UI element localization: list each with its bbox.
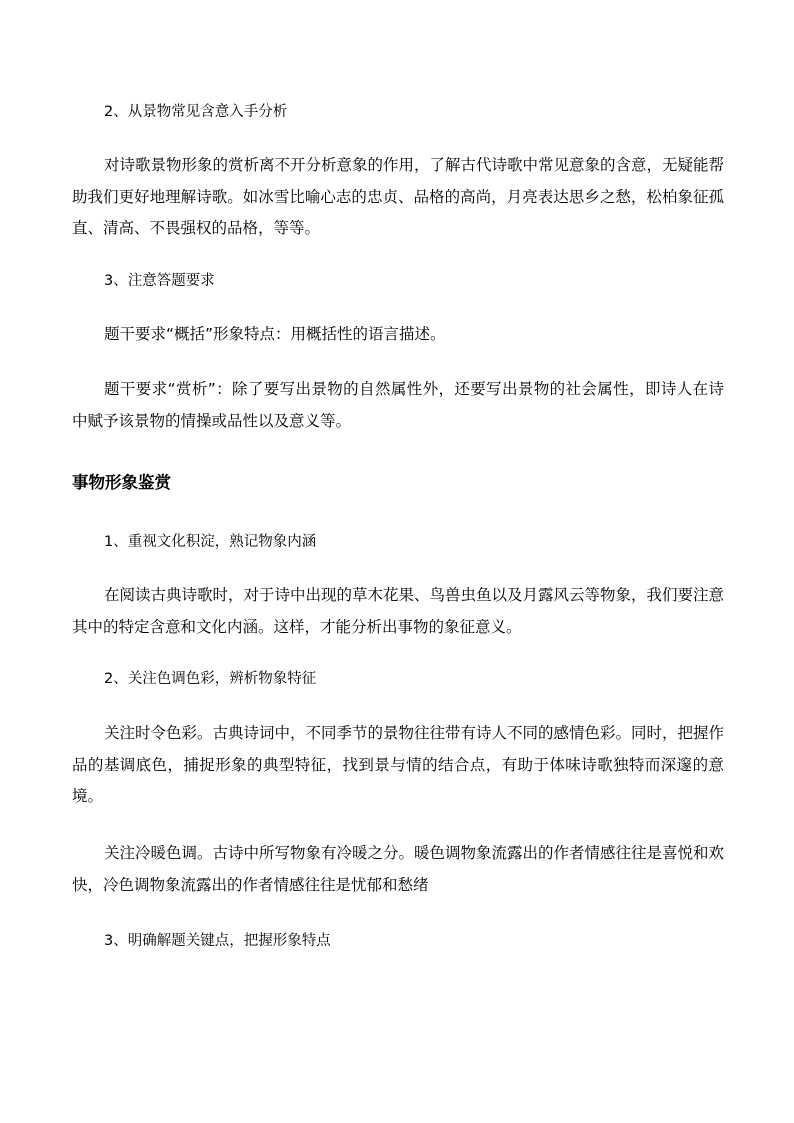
subheading-item3-answer-requirements: 3、注意答题要求: [104, 273, 215, 289]
subheading-item2-scenery: 2、从景物常见含意入手分析: [104, 104, 288, 120]
paragraph-summarize-requirement: 题干要求“概括”形象特点：用概括性的语言描述。: [104, 325, 446, 343]
section-heading-object-image: 事物形象鉴赏: [72, 473, 171, 492]
subheading-item3-key-points: 3、明确解题关键点，把握形象特点: [104, 933, 331, 949]
paragraph-scenery-imagery: 对诗歌景物形象的赏析离不开分析意象的作用，了解古代诗歌中常见意象的含意，无疑能帮助我们更好地理解诗歌。如冰雪比喻心志的忠贞、品格的高尚，月亮表达思乡之愁，松柏象征孤直、清高、不畏强权的品格，等等。: [72, 156, 725, 237]
subheading-item2-color-tone: 2、关注色调色彩，辨析物象特征: [104, 671, 317, 687]
paragraph-warm-cool-tones: 关注冷暖色调。古诗中所写物象有冷暖之分。暖色调物象流露出的作者情感往往是喜悦和欢快，冷色调物象流露出的作者情感往往是忧郁和愁绪: [72, 844, 725, 894]
subheading-item1-cultural-accumulation: 1、重视文化积淀，熟记物象内涵: [104, 534, 317, 550]
paragraph-appreciate-requirement: 题干要求“赏析”：除了要写出景物的自然属性外，还要写出景物的社会属性，即诗人在诗中赋予该景物的情操或品性以及意义等。: [72, 380, 724, 430]
paragraph-cultural-connotation: 在阅读古典诗歌时，对于诗中出现的草木花果、鸟兽虫鱼以及月露风云等物象，我们要注意其中的特定含意和文化内涵。这样，才能分析出事物的象征意义。: [72, 586, 725, 636]
paragraph-seasonal-colors: 关注时令色彩。古典诗词中，不同季节的景物往往带有诗人不同的感情色彩。同时，把握作品的基调底色，捕捉形象的典型特征，找到景与情的结合点，有助于体味诗歌独特而深邃的意境。: [72, 724, 725, 805]
